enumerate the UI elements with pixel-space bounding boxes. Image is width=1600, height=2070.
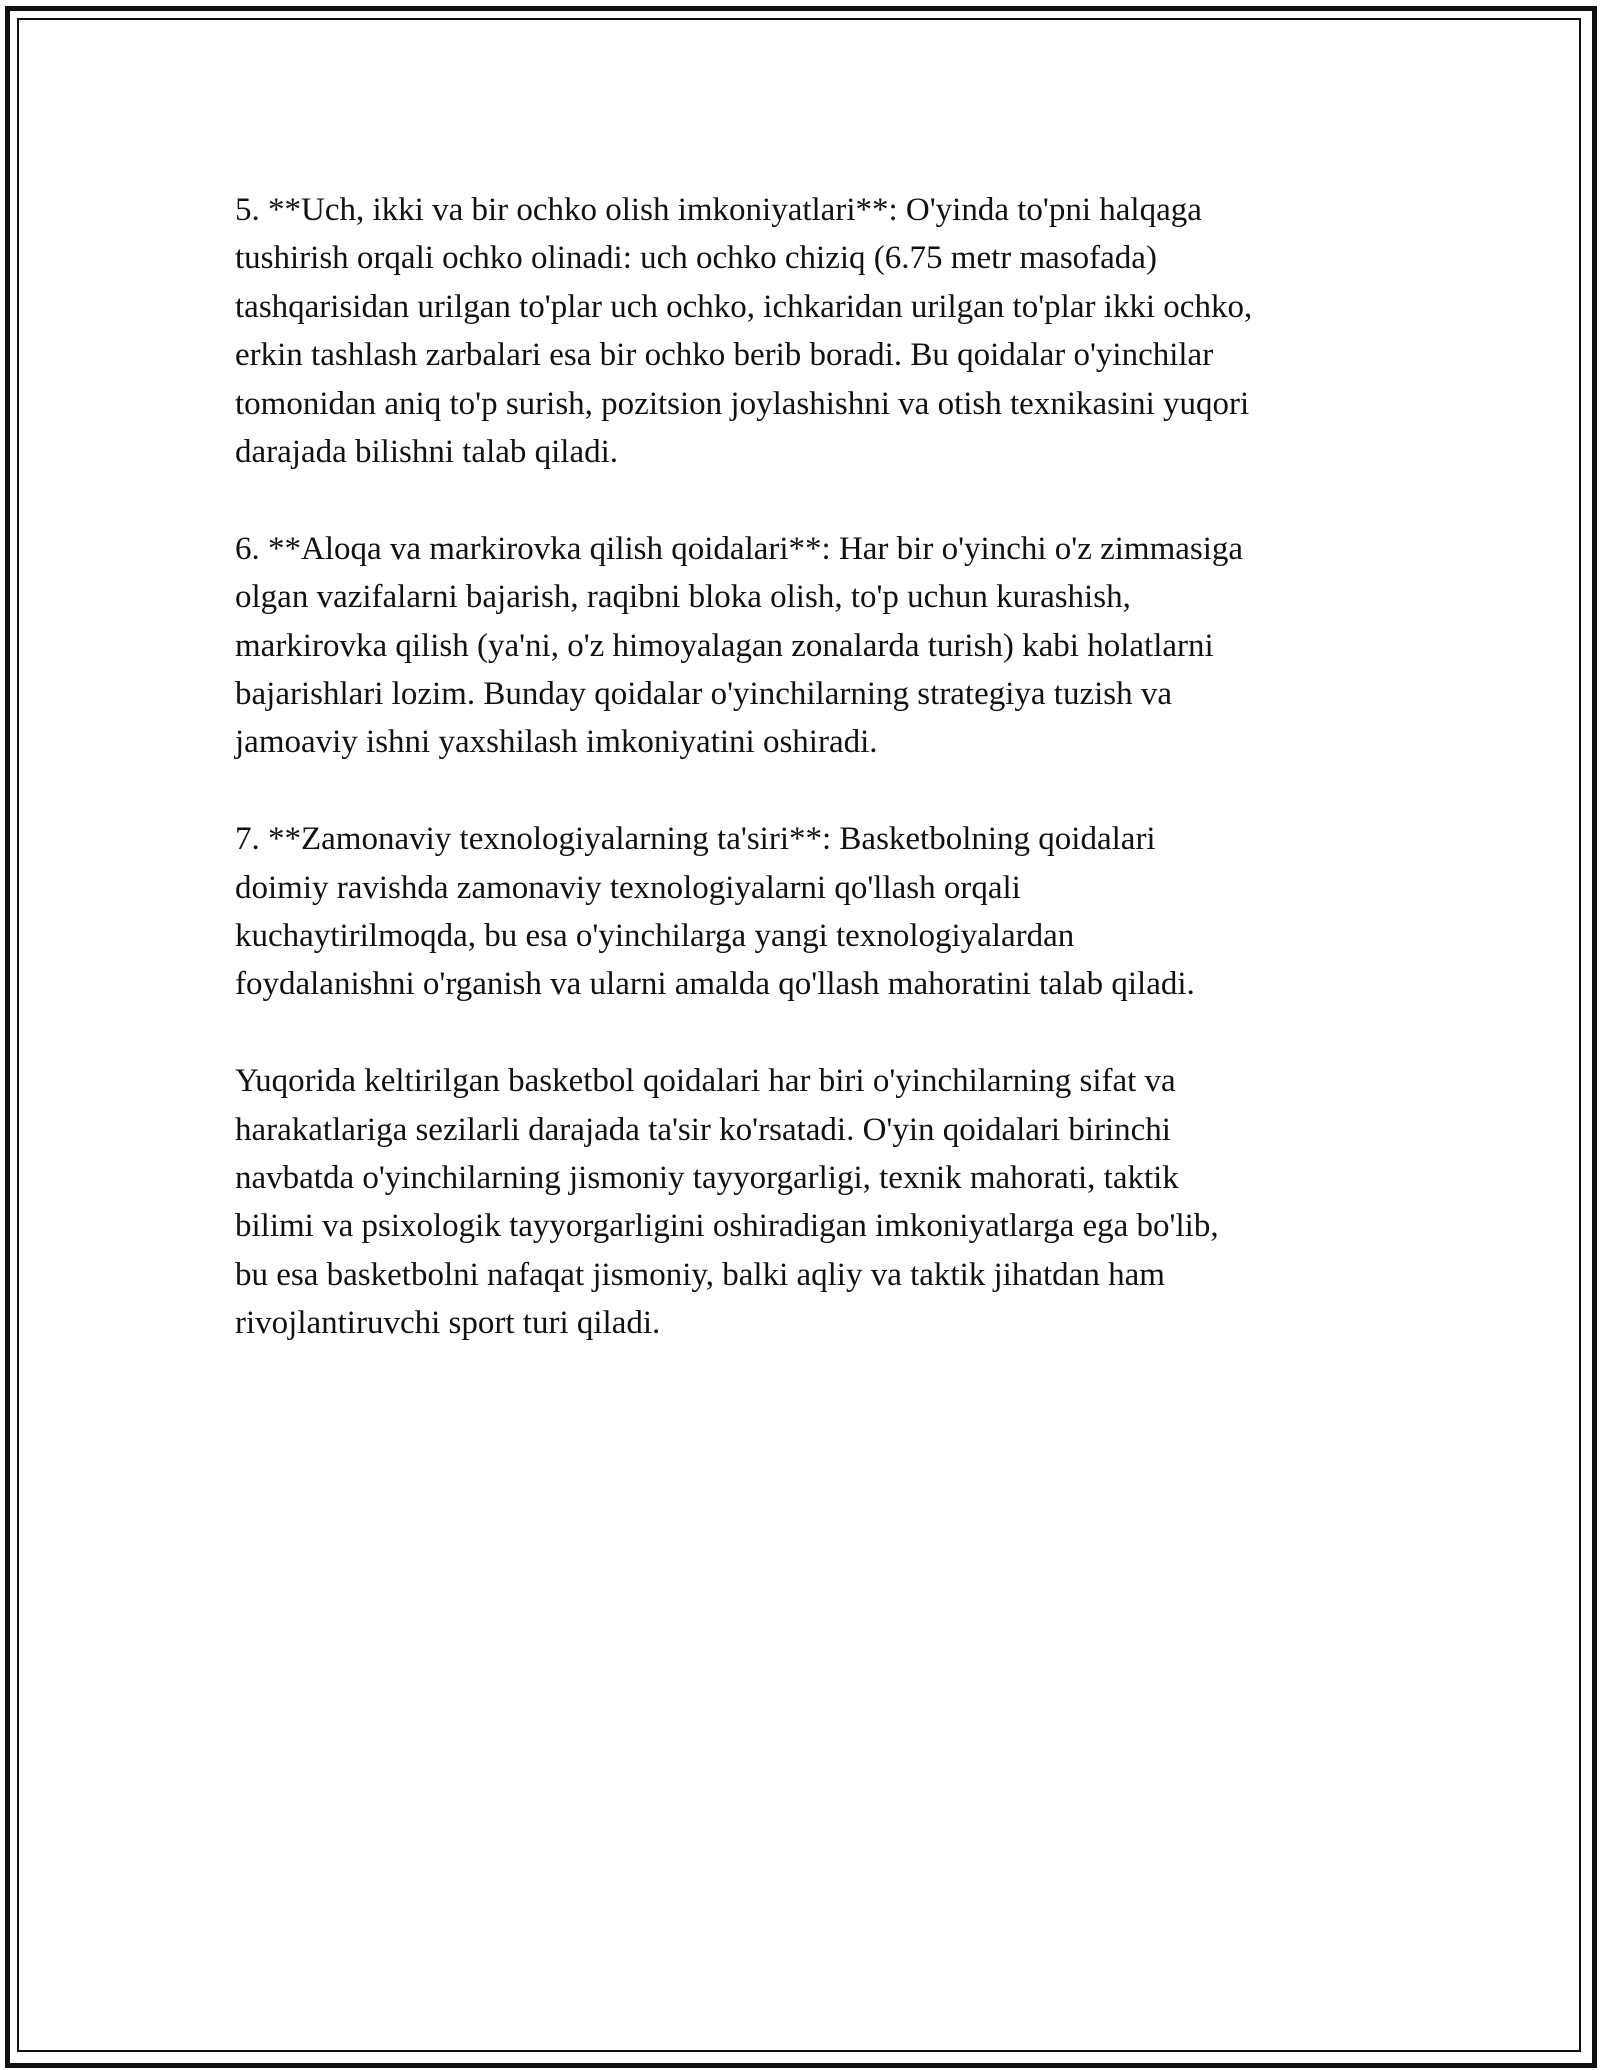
document-body <box>235 186 1415 1396</box>
paragraph-point-7: 7. **Zamonaviy texnologiyalarning ta'siri**: Basketbolning qoidalari doimiy ravishda zamonaviy texnologiyalarni qo'llash orqali kuchaytirilmoqda, bu esa o'yinchilarga yangi texnologiyalardan foydalanishni o'rganish va ularni amalda qo'llash mahoratini talab qiladi. <box>235 821 1195 1003</box>
paragraph-conclusion: Yuqorida keltirilgan basketbol qoidalari har biri o'yinchilarning sifat va harakatlariga sezilarli darajada ta'sir ko'rsatadi. O'yin qoidalari birinchi navbatda o'yinchilarning jismoniy tayyorgarligi, texnik mahorati, taktik bilimi va psixologik tayyorgarligini oshiradigan imkoniyatlarga ega bo'lib, bu esa basketbolni nafaqat jismoniy, balki aqliy va taktik jihatdan ham rivojlantiruvchi sport turi qiladi. <box>235 1063 1219 1342</box>
paragraph-point-6: 6. **Aloqa va markirovka qilish qoidalari**: Har bir o'yinchi o'z zimmasiga olgan vazifalarni bajarish, raqibni bloka olish, to'p uchun kurashish, markirovka qilish (ya'ni, o'z himoyalagan zonalarda turish) kabi holatlarni bajarishlari lozim. Bunday qoidalar o'yinchilarning strategiya tuzish va jamoaviy ishni yaxshilash imkoniyatini oshiradi. <box>235 530 1244 761</box>
paragraph-point-5: 5. **Uch, ikki va bir ochko olish imkoniyatlari**: O'yinda to'pni halqaga tushirish orqali ochko olinadi: uch ochko chiziq (6.75 metr masofada) tashqarisidan urilgan to'plar uch ochko, ichkaridan urilgan to'plar ikki ochko, erkin tashlash zarbalari esa bir ochko berib boradi. Bu qoidalar o'yinchilar tomonidan aniq to'p surish, pozitsion joylashishni va otish texnikasini yuqori darajada bilishni talab qiladi. <box>235 192 1253 471</box>
